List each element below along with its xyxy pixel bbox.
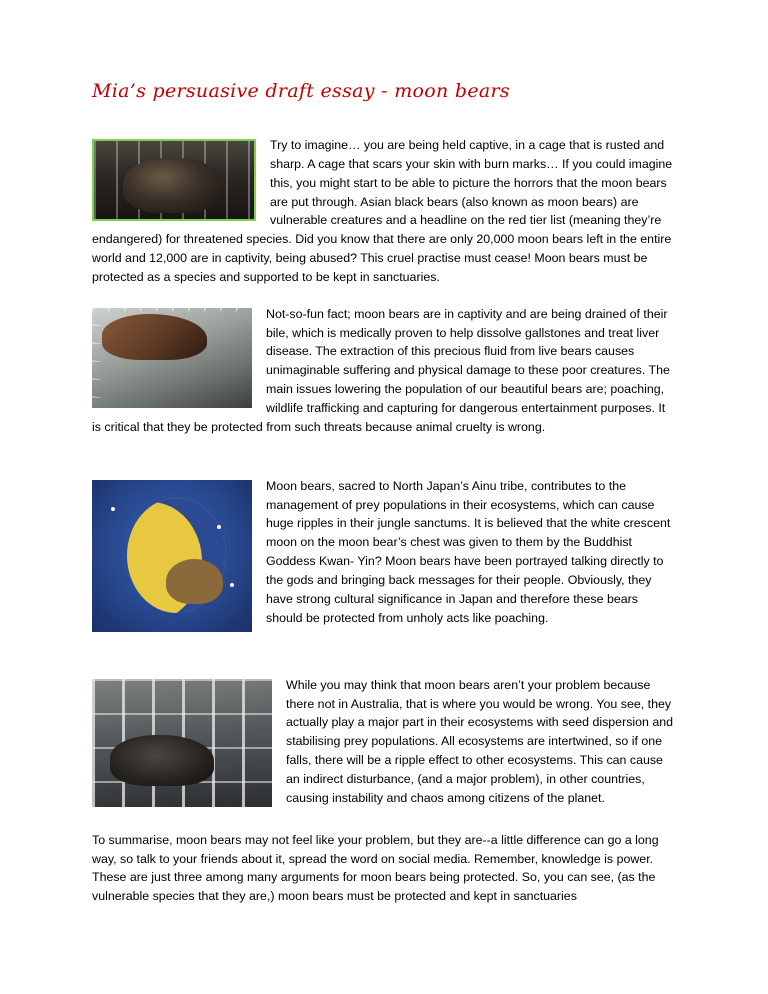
- bear-silhouette-shape: [166, 559, 224, 605]
- paragraph-ecosystems: While you may think that moon bears aren’t your problem because there not in Australia, that is where you would be wrong. You see, they actually play a major part in their ecosystems with seed dispersion and stabilising prey populations. All ecosystems are intertwined, so if one falls, there will be a ripple effect to other ecosystems. This can cause an indirect disturbance, (and a major problem), in other countries, causing instability and chaos among citizens of the planet.: [286, 677, 674, 805]
- paragraph-conclusion: To summarise, moon bears may not feel like your problem, but they are--a little difference can go a long way, so talk to your friends about it, spread the word on social media. Remember, knowledge is power. These are just three among many arguments for moon bears being protected. So, you can see, (as the vulnerable species that they are,) moon bears must be protected and kept in sanctuaries: [92, 832, 659, 904]
- star-icon: [230, 583, 234, 587]
- bear-behind-cage-bars-photo: [92, 139, 256, 221]
- essay-block-bile-farming: [92, 305, 676, 437]
- page-title: Mia’s persuasive draft essay - moon bears: [92, 80, 510, 102]
- section-spacer: [92, 455, 676, 477]
- bear-in-grim-cage-image: [92, 679, 272, 807]
- bear-behind-cage-bars-image: [94, 141, 254, 219]
- essay-block-intro: [92, 136, 676, 287]
- moon-and-bear-painting: [92, 480, 252, 632]
- paragraph-cultural-significance: Moon bears, sacred to North Japan’s Ainu tribe, contributes to the management of prey populations in their ecosystems, which can cause huge ripples in their jungle sanctums. It is believed that the white crescent moon on the moon bear’s chest was given to them by the Buddhist Goddess Kwan- Yin? Moon bears have been portrayed talking directly to the gods and bringing back messages for their people. Obviously, they have strong cultural significance in Japan and therefore these bears should be protected from unholy acts like poaching.: [266, 478, 671, 625]
- section-spacer: [92, 654, 676, 676]
- bear-in-grim-cage-photo: [92, 679, 272, 807]
- paragraph-bile-farming: Not-so-fun fact; moon bears are in captivity and are being drained of their bile, which is medically proven to help dissolve gallstones and treat liver disease. The extraction of this precious fluid from live bears causes unimaginable suffering and physical damage to these poor creatures. The main issues lowering the population of our beautiful bears are; poaching, wildlife trafficking and capturing for dangerous entertainment purposes. It is critical that they be protected from such threats because animal cruelty is wrong.: [92, 306, 670, 434]
- bear-in-bile-farm-cage-image: [92, 308, 252, 408]
- star-icon: [111, 507, 115, 511]
- bear-in-bile-farm-cage-photo: [92, 308, 252, 408]
- essay-block-cultural-significance: [92, 477, 676, 636]
- moon-and-bear-image: [92, 480, 252, 632]
- paragraph-intro: Try to imagine… you are being held captive, in a cage that is rusted and sharp. A cage that scars your skin with burn marks… If you could imagine this, you might start to be able to picture the horrors that the moon bears are put through. Asian black bears (also known as moon bears) are vulnerable creatures and a headline on the red tier list (meaning they’re endangered) for threatened species. Did you know that there are only 20,000 moon bears left in the entire world and 12,000 are in captivity, being abused? This cruel practise must cease! Moon bears must be protected as a species and supported to be kept in sanctuaries.: [92, 138, 673, 284]
- essay-block-ecosystems: [92, 676, 676, 811]
